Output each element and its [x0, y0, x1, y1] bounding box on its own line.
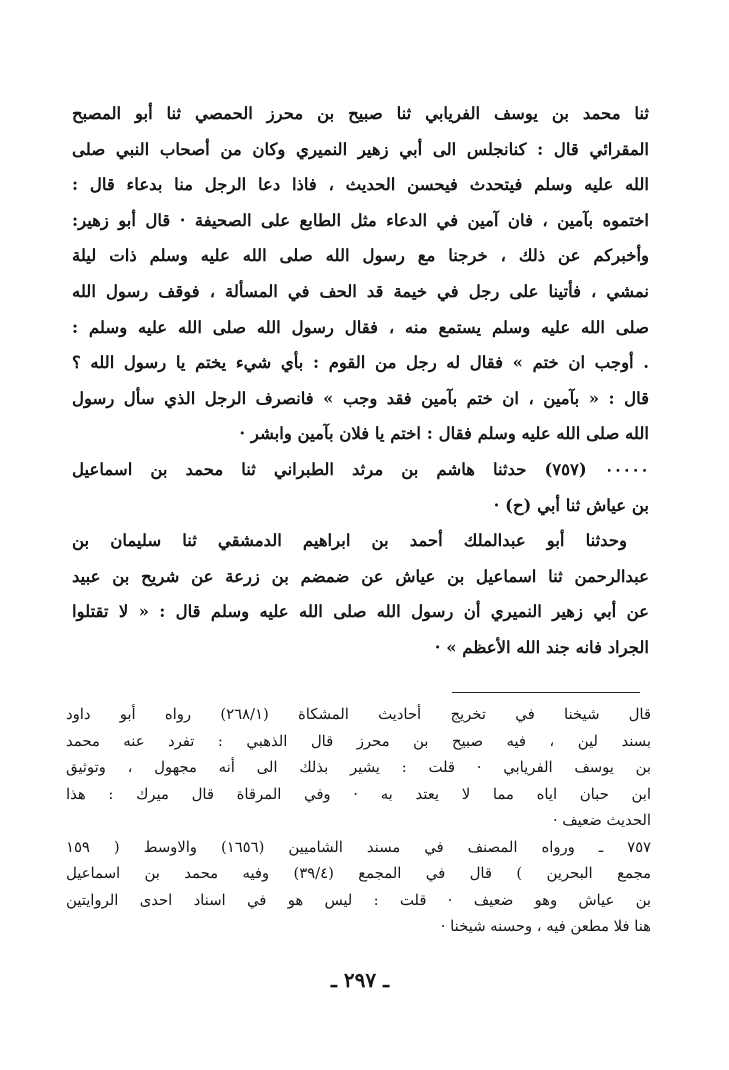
footnote-757-line-2: مجمع البحرين ) قال في المجمع (٣٩/٤) وفيه محمد بن اسماعيل	[66, 865, 651, 882]
footnote-separator	[452, 692, 640, 693]
main-line-10: الله صلى الله عليه وسلم فقال : اختم يا فلان بآمين وابشر ·	[239, 424, 649, 444]
main-line-6: نمشي ، فأتينا على رجل في خيمة قد الحف في المسألة ، فوقف رسول الله	[72, 281, 649, 301]
main-text-block	[72, 96, 649, 666]
main-line-3: الله عليه وسلم فيتحدث فيحسن الحديث ، فاذا دعا الرجل منا بدعاء قال :	[72, 175, 649, 195]
footnote-line-4: ابن حبان اياه مما لا يعتد به · وفي المرقاة قال ميرك : هذا	[66, 785, 651, 803]
hadith-757-line-3: وحدثنا أبو عبدالملك أحمد بن ابراهيم الدمشقي ثنا سليمان بن	[72, 531, 627, 551]
footnote-line-1: قال شيخنا في تخريج أحاديث المشكاة (٢٦٨/١) رواه أبو داود	[66, 706, 651, 723]
footnote-line-2: بسند لين ، فيه صبيح بن محرز قال الذهبي : تفرد عنه محمد	[66, 732, 651, 750]
hadith-757-line-2: بن عياش ثنا أبي (ح) ·	[493, 495, 649, 515]
main-line-5: وأخبركم عن ذلك ، خرجنا مع رسول الله صلى الله عليه وسلم ذات ليلة	[72, 246, 649, 266]
hadith-757-line-1: ٠٠٠٠٠ (٧٥٧) حدثنا هاشم بن مرثد الطبراني ثنا محمد بن اسماعيل	[72, 459, 649, 479]
main-line-1: ثنا محمد بن يوسف الفريابي ثنا صبيح بن محرز الحمصي ثنا أبو المصبح	[72, 104, 649, 123]
hadith-757-line-4: عبدالرحمن ثنا اسماعيل بن عياش عن ضمضم بن زرعة عن شريح بن عبيد	[72, 566, 649, 586]
main-line-2: المقرائي قال : كنانجلس الى أبي زهير النميري وكان من أصحاب النبي صلى	[72, 139, 649, 159]
footnotes-block	[66, 702, 651, 941]
hadith-757-line-6: الجراد فانه جند الله الأعظم » ·	[434, 637, 649, 657]
main-line-4: اختموه بآمين ، فان آمين في الدعاء مثل الطابع على الصحيفة · قال أبو زهير:	[72, 210, 649, 230]
main-line-9: قال : « بآمين ، ان ختم بآمين فقد وجب » فانصرف الرجل الذي سأل رسول	[72, 388, 649, 408]
hadith-757-line-5: عن أبي زهير النميري أن رسول الله صلى الله عليه وسلم قال : « لا تقتلوا	[72, 602, 649, 622]
footnote-757-line-4: هنا فلا مطعن فيه ، وحسنه شيخنا ·	[440, 918, 651, 935]
page-number: ـ ٢٩٧ ـ	[331, 968, 389, 992]
footnote-line-5: الحديث ضعيف ·	[552, 812, 651, 829]
footnote-757-line-1: ٧٥٧ ـ ورواه المصنف في مسند الشاميين (١٦٥٦) والاوسط ( ١٥٩	[66, 838, 651, 856]
footnote-757-line-3: بن عياش وهو ضعيف · قلت : ليس هو في اسناد احدى الروايتين	[66, 891, 651, 909]
footnote-line-3: بن يوسف الفريابي · قلت : يشير بذلك الى أنه مجهول ، وتوثيق	[66, 759, 651, 776]
main-line-7: صلى الله عليه وسلم يستمع منه ، فقال رسول الله صلى الله عليه وسلم :	[72, 317, 649, 337]
main-line-8: . أوجب ان ختم » فقال له رجل من القوم : بأي شيء يختم يا رسول الله ؟	[72, 353, 649, 373]
